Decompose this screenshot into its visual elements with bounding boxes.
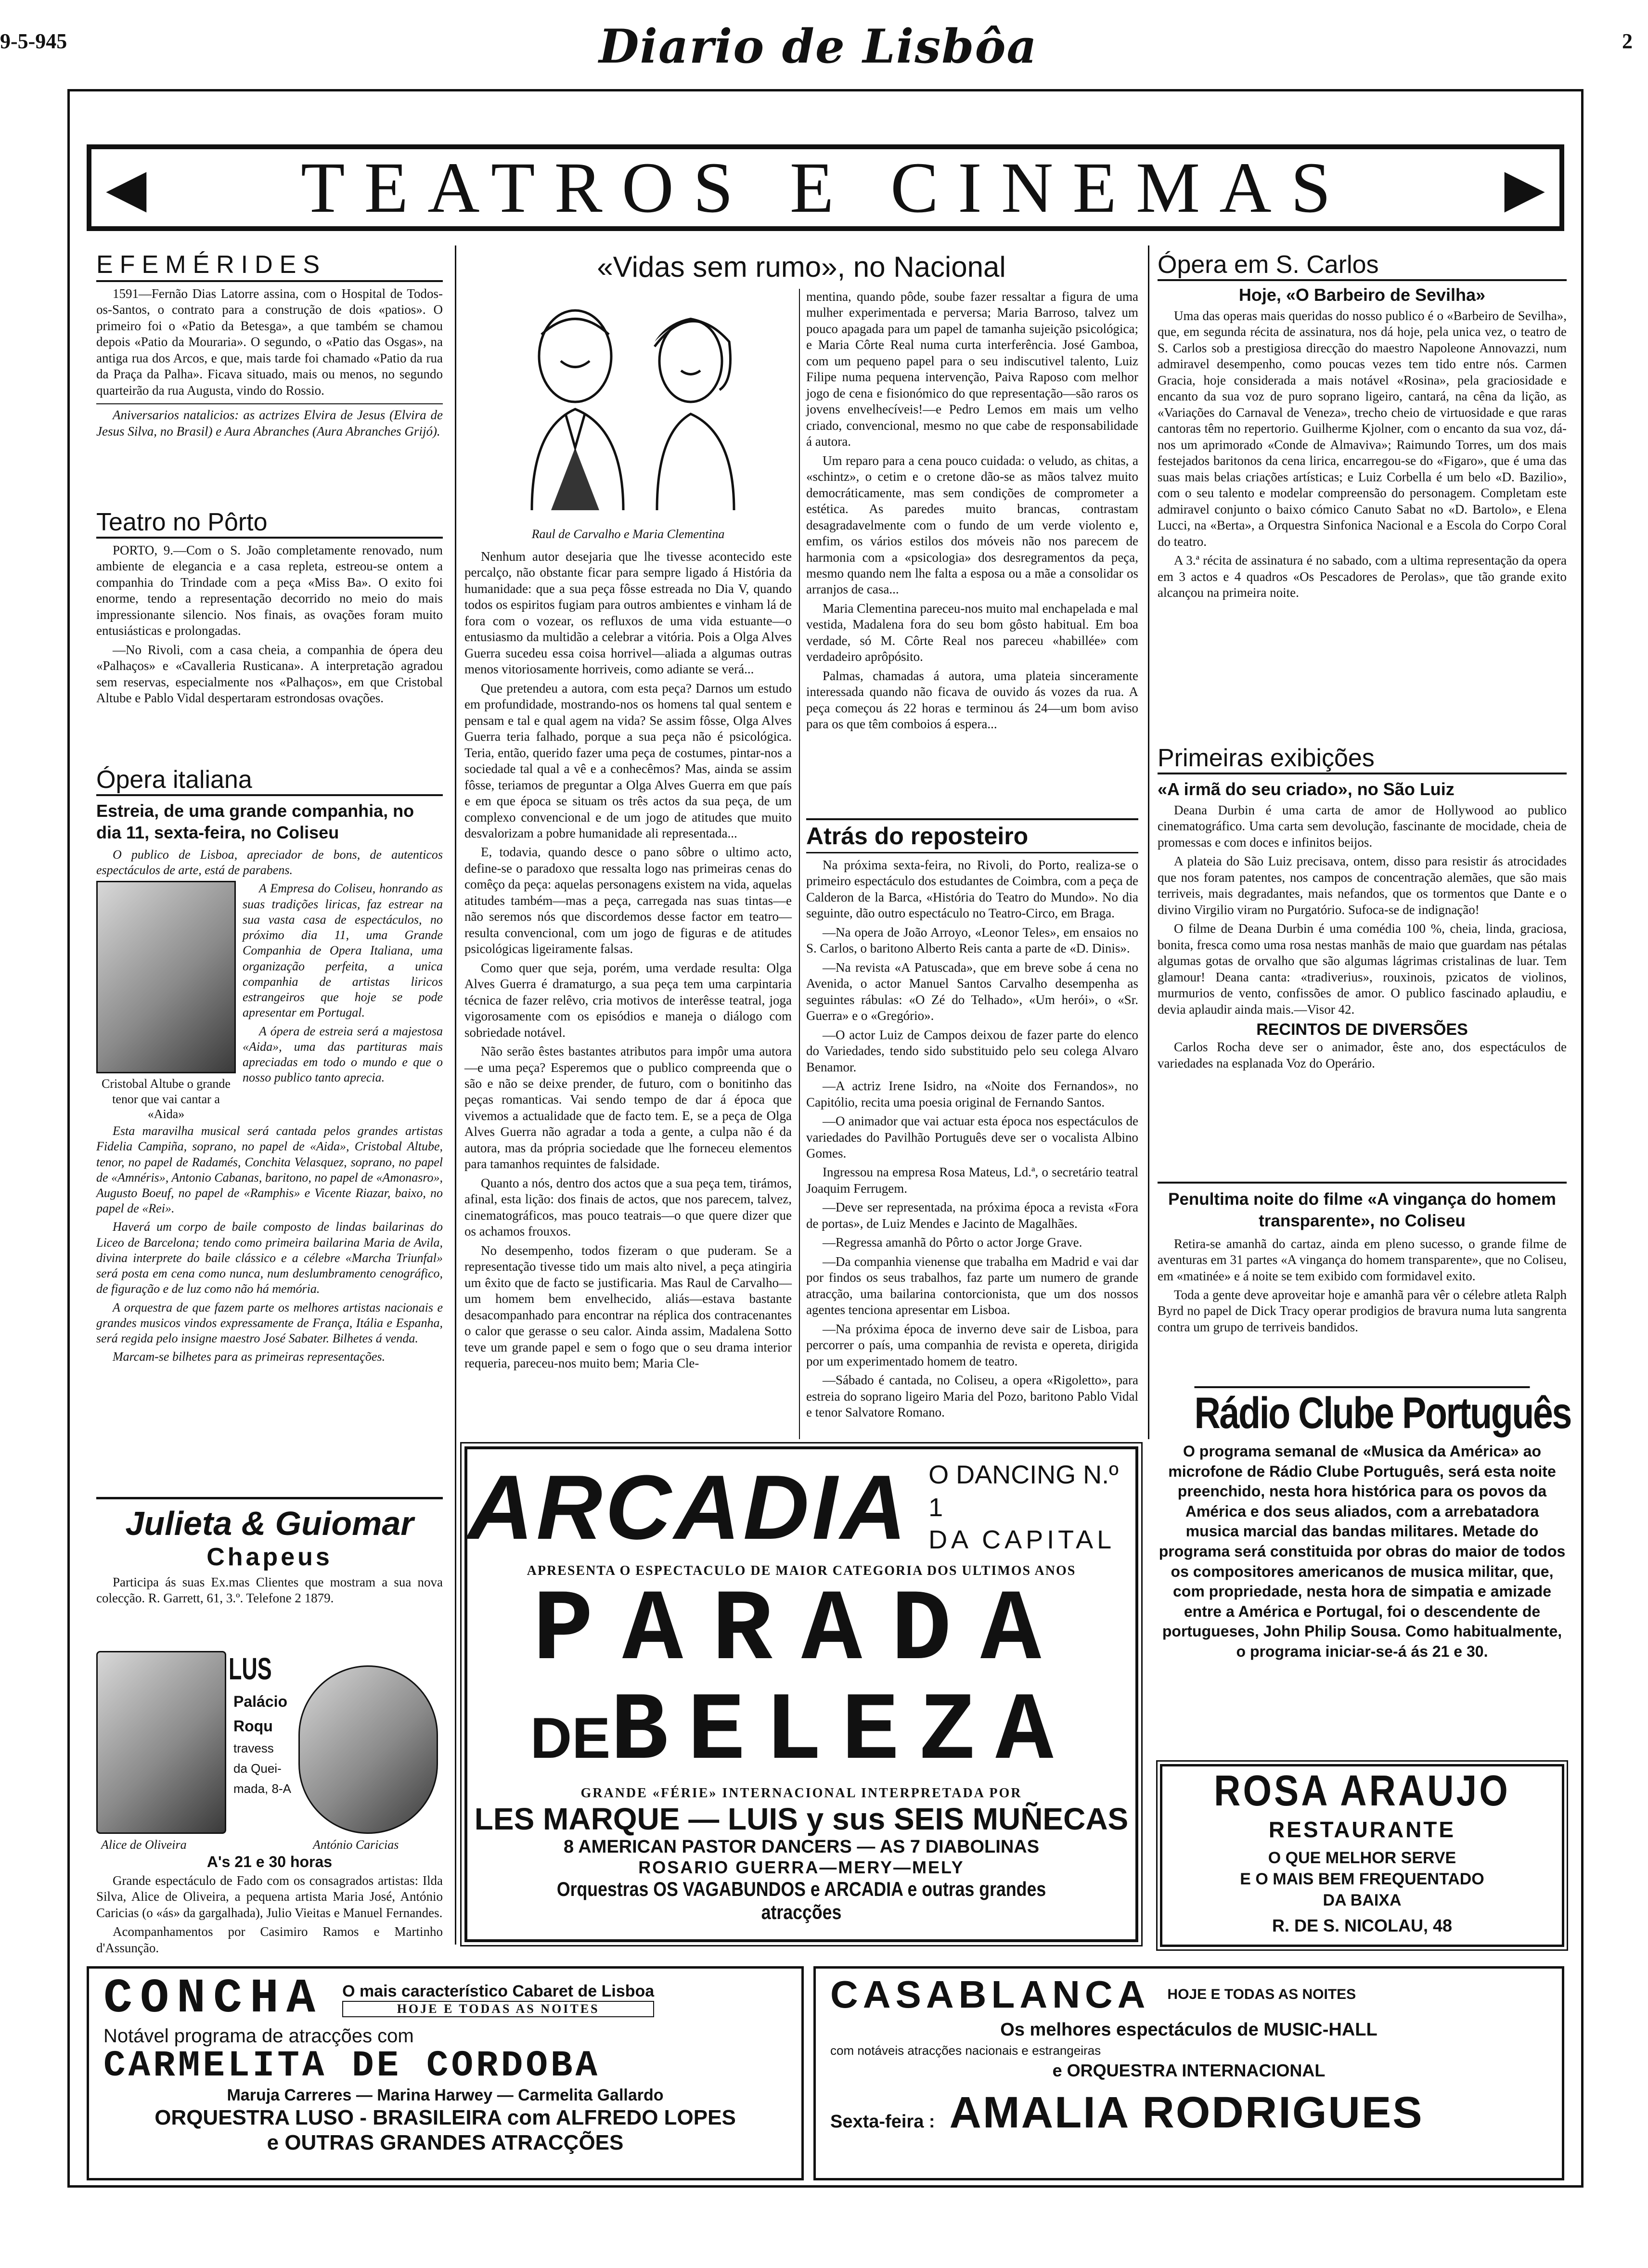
concha-tag-2: HOJE E TODAS AS NOITES (342, 2001, 654, 2017)
porto-section (96, 508, 443, 709)
porto-text-2: —No Rivoli, com a casa cheia, a companhia de ópera deu «Palhaços» e «Cavalleria Rusticana». A interpretação agradou sem reservas, especialmente nos «Palhaços», em que Cristobal Altube e Pablo Vidal despertaram estrondosas ovações. (96, 642, 443, 706)
vidas-col-a (464, 549, 792, 1374)
left-arrow-icon: ◀ (106, 157, 147, 219)
vidas-text-1: Nenhum autor desejaria que lhe tivesse acontecido este percalço, não obstante ficar para sempre ligado á História da humanidade: que a sua peça fôsse estreada no Dia V, quando todos os espiritos fugiam para outros ambientes e vinham lá de fora com o vozear, os refluxos de uma vida estuante—o entusiasmo da multidão a celebrar a vitória. Pois a Olga Alves Guerra sucedeu essa coisa horrivel—aliada a algumas outras menos vitoriosamente horriveis, como adiante se verá... (464, 549, 792, 677)
opera-scarlos-subhead: Hoje, «O Barbeiro de Sevilha» (1238, 285, 1486, 305)
arcadia-rosario: ROSARIO GUERRA—MERY—MELY (638, 1857, 965, 1877)
reposteiro-text-3: —Na revista «A Patuscada», que em breve sobe á cena no Avenida, o actor Manuel Santos Carvalho desempenha as seguintes rábulas: «O Zé do Telhado», «Um herói», o «Sr. Guerra» e o «Gregório». (806, 960, 1138, 1023)
vidas-text-10: Maria Clementina pareceu-nos muito mal enchapelada e mal vestida, Madalena fora do seu bom gôsto habitual. Em boa verdade, só M. Côrte Real nos pareceu «habillée» com verdadeiro aprôpósito. (806, 601, 1138, 664)
casablanca-ad (813, 1966, 1564, 2180)
primeiras-subhead: «A irmã do seu criado», no São Luiz (1158, 779, 1455, 799)
luso-ad (96, 1651, 443, 1959)
opera-italiana-subhead: Estreia, de uma grande companhia, no dia 11, sexta-feira, no Coliseu (96, 801, 414, 842)
opera-italiana-text-5: A orquestra de que fazem parte os melhores artistas nacionais e grandes musicos vindos expressamente de França, Itália e Espanha, será regida pelo insigne maestro José Sabater. Bilhetes á venda. (96, 1300, 443, 1346)
primeiras-text-3: O filme de Deana Durbin é uma comédia 100 %, cheia, linda, graciosa, bonita, fresca como uma rosa nestas manhãs de maio que guardam nas pétalas algumas gotas de orvalho que são algumas lágrimas cristalinas de luar. Tem glamour! Deana canta: «tradiverius», rouxinois, pzicatos de violinos, murmurios de vento, confissões de amor. O publico fascinado aplaudiu, e devia aplaudir ainda mais.—Visor 42. (1158, 921, 1567, 1017)
opera-scarlos-text-2: A 3.ª récita de assinatura é no sabado, com a ultima representação da opera em 3 actos e 4 quadros «Os Pescadores de Perolas», que tão grande exito alcançou na primeira noite. (1158, 553, 1567, 600)
arcadia-title: ARCADIA (467, 1456, 910, 1559)
altube-photo (96, 881, 236, 1073)
casablanca-title: CASABLANCA (830, 1973, 1150, 2016)
casablanca-star: AMALIA RODRIGUES (949, 2088, 1424, 2137)
reposteiro-text-2: —Na opera de João Arroyo, «Leonor Teles», em ensaios no S. Carlos, o baritono Alberto Reis canta a parte de «D. Dinis». (806, 925, 1138, 956)
masthead-title: Diario de Lisbôa (599, 19, 1038, 74)
vidas-text-9: Um reparo para a cena pouco cuidada: o veludo, as chitas, a «schintz», o cetim e o cretone dão-se as mãos talvez muito democráticamente, mas sem condições de comprometer a estética. As paredes muito brancas, contrastam desagradavelmente com o fundo de um verde violento e, emfim, os vários estilos dos móveis não nos parecem de harmonia com a «psicologia» dos desregramentos da peça, mesmo quando nem lhe falta a esposa ou a mãe a consolidar os arranjos de casa... (806, 453, 1138, 597)
primeiras-text-2: A plateia do São Luiz precisava, ontem, disso para resistir ás atrocidades que nos foram patentes, nos campos de concentração alemães, que são mais terriveis, mais degradantes, mais nefandos, que os tormentos que Dante e o divino Virgilio viram no Purgatório. Sufoca-se de indignação! (1158, 854, 1567, 917)
luso-times: A's 21 e 30 horas (206, 1853, 333, 1870)
opera-scarlos-section (1158, 250, 1567, 604)
concha-line-3: ORQUESTRA LUSO - BRASILEIRA com ALFREDO LOPES (154, 2105, 736, 2129)
luso-line-2: Roqu (233, 1717, 273, 1735)
rosa-line-2: E O MAIS BEM FREQUENTADO (1240, 1869, 1484, 1888)
efemerides-text: 1591—Fernão Dias Latorre assina, com o Hospital de Todos-os-Santos, o contrato para a construção de dois «patios». O primeiro foi o «Patio da Betesga», a que também se chamou depois «Patio da Mouraria». O segundo, o «Patio das Osgas», na antiga rua dos Arcos, e que, mais tarde foi chamado «Patio da rua da Praça da Palha». Ficava situado, mais ou menos, no segundo quarteirão da rua Augusta, vindo do Rossio. (96, 286, 443, 398)
vidas-text-6: Quanto a nós, dentro dos actos que a sua peça tem, tirámos, afinal, esta lição: dos finais de actos, que nos parecem, talvez, cinematográficos, mas pouco teatrais—o que quere dizer que os achamos frouxos. (464, 1175, 792, 1239)
julieta-ad (96, 1504, 443, 1610)
reposteiro-text-10: —Da companhia vienense que trabalha em Madrid e vai dar por findos os seus trabalhos, faz parte um numero de grande atracção, uma bailarina contorcionista, que um dos nossos agentes tenciona apresentar em Lisboa. (806, 1254, 1138, 1317)
reposteiro-text-9: —Regressa amanhã do Pôrto o actor Jorge Grave. (823, 1235, 1082, 1250)
right-arrow-icon: ▶ (1504, 157, 1545, 219)
recintos-text: Carlos Rocha deve ser o animador, êste ano, dos espectáculos de variedades na esplanada Voz do Operário. (1158, 1040, 1567, 1070)
radio-heading: Rádio Clube Português (1195, 1386, 1530, 1439)
vidas-text-3: E, todavia, quando desce o pano sôbre o ultimo acto, define-se o paradoxo que ressalta logo nas primeiras cenas do comêço da peça: aquelas personagens existem na vida, aquelas atitudes também—mas a peça, carregada nas suas tintas—e não seremos nós que discordemos desse factor em teatro—resulta convencional, com um jogo de figuras e de atitudes psicológicas ligeiramente falsas. (464, 845, 792, 956)
arcadia-marque: LES MARQUE — LUIS y sus SEIS MUÑECAS (474, 1802, 1129, 1836)
vidas-text-7: No desempenho, todos fizeram o que puderam. Se a representação tivesse tido um mais alto nivel, a peça atingiria um êxito que de facto se justificaria. Mas Raul de Carvalho—um homem bem envelhecido, aliás—estava bastante desacompanhado para encontrar na réplica dos contracenantes o calor que gerasse o seu calor. Ainda assim, Madalena Sotto teve um grande papel e sem o fogo que o seu drama interior requeria, pareceu-nos muito bem; Maria Cle- (464, 1243, 792, 1370)
altube-caption: Cristobal Altube o grande tenor que vai cantar a «Aida» (102, 1077, 231, 1121)
penultima-text-2: Toda a gente deve aproveitar hoje e amanhã para vêr o célebre atleta Ralph Byrd no papel de Dick Tracy operar prodigios de bravura numa luta sangrenta contra um grupo de terriveis bandidos. (1158, 1288, 1567, 1334)
caricature-drawing (464, 289, 792, 525)
concha-line-1: Notável programa de atracções com (103, 2025, 414, 2047)
reposteiro-text-5: —A actriz Irene Isidro, na «Noite dos Fernandos», no Capitólio, recita uma poesia original de Fernando Santos. (806, 1079, 1138, 1109)
alice-photo (96, 1651, 226, 1834)
luso-line-3: travess (233, 1741, 274, 1756)
luso-line-4: da Quei- (233, 1761, 282, 1776)
penultima-text-1: Retira-se amanhã do cartaz, ainda em pleno sucesso, o grande filme de aventuras em 31 partes «A vingança do homem transparente», que no Coliseu, em «matinée» e á noite se tem exibido com formidavel exito. (1158, 1236, 1567, 1283)
reposteiro-text-8: —Deve ser representada, na próxima época a revista «Fora de portas», de Luiz Mendes e Jacinto de Magalhães. (806, 1200, 1138, 1231)
reposteiro-text-6: —O animador que vai actuar esta época nos espectáculos de variedades do Pavilhão Português deve ser o vocalista Albino Gomes. (806, 1114, 1138, 1160)
radio-section (1158, 1386, 1571, 1662)
arcadia-big-1: PARADA (532, 1574, 1070, 1689)
opera-italiana-text-6: Marcam-se bilhetes para as primeiras representações. (113, 1350, 386, 1364)
opera-italiana-text-4: Haverá um corpo de baile composto de lindas bailarinas do Liceo de Barcelona; tendo como primeira bailarina Maria de Avila, divina interprete do baile clássico e a célebre «Marcha Triunfal» será posta em cena como nunca, num deslumbramento cenográfico, de figuração e de luz como não há memória. (96, 1220, 443, 1296)
opera-italiana-text-3: Esta maravilha musical será cantada pelos grandes artistas Fidelia Campiña, soprano, no papel de «Aida», Cristobal Altube, tenor, no papel de Radamés, Conchita Velasquez, soprano, no papel de «Amnéris», Antonio Cabanas, baritono, no papel de «Amonasro», Augusto Boeuf, no papel de «Ramphis» e Vicente Riazar, baixo, no papel de «Rei». (96, 1124, 443, 1216)
caricature-svg (464, 289, 792, 525)
masthead-date: 9-5-945 (0, 29, 67, 53)
arcadia-ad (464, 1446, 1138, 1942)
vidas-heading: «Vidas sem rumo», no Nacional (597, 251, 1006, 283)
reposteiro-text-4: —O actor Luiz de Campos deixou de fazer parte do elenco do Variedades, tendo sido substituido pelo seu colega Alvaro Benamor. (806, 1027, 1138, 1074)
penultima-section (1158, 1189, 1567, 1338)
efemerides-heading: EFEMÉRIDES (96, 250, 443, 282)
arcadia-orquestras: Orquestras OS VAGABUNDOS e ARCADIA e outras grandes atracções (556, 1878, 1046, 1923)
opera-italiana-text-2: A ópera de estreia será a majestosa «Aida», uma das partituras mais apreciadas em todo o mundo e que o nosso publico tanto aprecia. (243, 1024, 443, 1085)
concha-line-4: e OUTRAS GRANDES ATRACÇÕES (267, 2131, 624, 2155)
luso-text-2: Acompanhamentos por Casimiro Ramos e Martinho d'Assunção. (96, 1924, 443, 1955)
banner-title: TEATROS E CINEMAS (300, 148, 1351, 228)
arcadia-big-2: BELEZA (610, 1678, 1073, 1787)
caricature-caption: Raul de Carvalho e Maria Clementina (531, 527, 725, 541)
caricias-photo (298, 1665, 438, 1834)
rosa-araujo-ad (1160, 1764, 1564, 1947)
reposteiro-text-12: —Sábado é cantada, no Coliseu, a opera «Rigoletto», para estreia do soprano ligeiro Maria del Pozo, baritono Pablo Vidal e tenor Salvatore Romano. (806, 1373, 1138, 1419)
primeiras-heading: Primeiras exibições (1158, 744, 1567, 774)
julieta-text: Participa ás suas Ex.mas Clientes que mostram a sua nova colecção. R. Garrett, 61, 3.º. Telefone 2 1879. (96, 1575, 443, 1606)
casablanca-line-3: e ORQUESTRA INTERNACIONAL (1052, 2061, 1326, 2081)
julieta-title: Julieta & Guiomar (125, 1505, 414, 1542)
rosa-title: ROSA ARAUJO (1214, 1767, 1510, 1815)
efemerides-birthdays: Aniversarios natalicios: as actrizes Elvira de Jesus (Elvira de Jesus Silva, no Brasil) e Aura Abranches (Aura Abranches Grijó). (96, 403, 443, 439)
arcadia-de: DE (530, 1706, 611, 1770)
casablanca-line-2: com notáveis atracções nacionais e estrangeiras (830, 2043, 1101, 2058)
arcadia-tag-1: O DANCING N.º 1 (928, 1460, 1119, 1522)
luso-line-1: Palácio (233, 1693, 288, 1710)
arcadia-tag-2: DA CAPITAL (928, 1525, 1116, 1554)
luso-text-1: Grande espectáculo de Fado com os consagrados artistas: Ilda Silva, Alice de Oliveira, a pequena artista Maria José, António Caricias (o «ás» da gargalhada), Julio Vieitas e Manuel Fernandes. (96, 1873, 443, 1920)
rosa-address: R. DE S. NICOLAU, 48 (1272, 1916, 1453, 1936)
luso-title: LUS (229, 1651, 272, 1686)
concha-line-2: Maruja Carreres — Marina Harwey — Carmelita Gallardo (227, 2086, 664, 2104)
porto-heading: Teatro no Pôrto (96, 508, 443, 539)
rosa-sub: RESTAURANTE (1268, 1817, 1456, 1842)
opera-italiana-heading: Ópera italiana (96, 765, 443, 796)
reposteiro-text-1: Na próxima sexta-feira, no Rivoli, do Porto, realiza-se o primeiro espectáculo dos estudantes de Coimbra, com a peça de Calderon de la Barca, «História do Teatro do Mundo». No dia seguinte, dão outro espectáculo no Teatro-Circo, em Braga. (806, 858, 1138, 921)
radio-text: O programa semanal de «Musica da América» ao microfone de Rádio Clube Português, será esta noite preenchido, nesta hora histórica para os povos da América e dos seus aliados, com a arrebatadora musica marcial das bandas militares. Metade do programa será constituida por obras do maior de todos os compositores americanos de musica militar, que, com propriedade, nesta hora de simpatia e amizade entre a América e Portugal, foi o descendente de portugueses, John Philip Sousa. Como habitualmente, o programa iniciar-se-á ás 21 e 30. (1159, 1443, 1566, 1660)
casablanca-line-1: Os melhores espectáculos de MUSIC-HALL (1000, 2020, 1378, 2040)
penultima-heading: Penultima noite do filme «A vingança do homem transparente», no Coliseu (1168, 1190, 1556, 1230)
reposteiro-text-11: —Na próxima época de inverno deve sair de Lisboa, para percorrer o país, uma companhia de revista e opereta, dirigida por um experimentado homem de teatro. (806, 1321, 1138, 1368)
vidas-col-b (806, 289, 1138, 735)
opera-scarlos-text-1: Uma das operas mais queridas do nosso publico é o «Barbeiro de Sevilha», que, em segunda récita de assinatura, nos dá hoje, pela unica vez, o teatro de S. Carlos sob a prestigiosa direcção do maestro Napoleone Annovazzi, num admiravel desempenho, como poucas vezes tem tido entre nós. Carmen Gracia, hoje considerada a mais notável «Rosina», pela graciosidade e encanto da sua voz de puro soprano ligeiro, cantará, na cêna da lição, as «Variações do Carnaval de Veneza», trecho cheio de virtuosidade e que raras cantoras têm no repertorio. Guilherme Kjolner, com o encanto da sua voz, dá-nos um aprimorado «Conde de Almaviva»; Raimundo Torres, um dos mais festejados baritonos da cena lirica, encarregou-se do «Figaro», que é uma das suas mais belas criações artísticas; e Luiz Corbella é um belo «D. Bazilio», com o seu talento e modelar compreensão do personagem. Completam este admiravel conjunto o baixo cómico Canuto Sabat no «D. Bartolo», e Elena Lucci, na «Berta», a Orquestra Sinfonica Nacional e a Escola do Corpo Coral do teatro. (1158, 309, 1567, 549)
efemerides-section (96, 250, 443, 442)
rosa-line-3: DA BAIXA (1323, 1891, 1402, 1909)
arcadia-dancers: 8 AMERICAN PASTOR DANCERS — AS 7 DIABOLINAS (563, 1837, 1040, 1857)
reposteiro-text-7: Ingressou na empresa Rosa Mateus, Ld.ª, o secretário teatral Joaquim Ferrugem. (806, 1165, 1138, 1196)
opera-scarlos-heading: Ópera em S. Carlos (1158, 250, 1567, 281)
luso-line-5: mada, 8-A (233, 1781, 291, 1796)
concha-tag-1: O mais característico Cabaret de Lisboa (342, 1982, 655, 2000)
concha-title: CONCHA (103, 1972, 323, 2026)
opera-italiana-text-1: A Empresa do Coliseu, honrando as suas tradições liricas, faz estrear na sua vasta casa de espectáculos, no próximo dia 11, uma Grande Companhia de Opera Italiana, uma organização perfeita, a unica companhia de artistas liricos estrangeiros que hoje se pode apresentar em Portugal. (243, 881, 443, 1020)
arcadia-presents: APRESENTA O ESPECTACULO DE MAIOR CATEGORIA DOS ULTIMOS ANOS (527, 1563, 1076, 1578)
vidas-text-2: Que pretendeu a autora, com esta peça? Darnos um estudo em profundidade, mostrando-nos os homens tal qual sentem e pensam e tal e qual agem na vida? Se assim fôsse, Olga Alves Guerra teria falhado, porque a sua peça não é psicológica. Teria, então, querido fazer uma peça de costumes, pintar-nos a sociedade tal qual a vê e a conhecêmos? Mas, ainda se assim fôsse, teriamos de preguntar a Olga Alves Guerra em que país e em que época se situam os três actos da sua peça, de um complexo convencional e de um jogo de atitudes que muito desvalorizam a pobre humanidade ali representada... (464, 681, 792, 840)
vidas-text-11: Palmas, chamadas á autora, uma plateia sinceramente interessada quando não ficava de ouvido ás vozes da rua. A peça começou ás 22 horas e terminou ás 24—um bom aviso para os que têm comboios á espera... (806, 668, 1138, 732)
opera-italiana-intro: O publico de Lisboa, apreciador de bons, de autenticos espectáculos de arte, está de parabens. (96, 848, 443, 877)
primeiras-section (1158, 744, 1567, 1074)
vidas-section (464, 250, 1138, 284)
reposteiro-heading: Atrás do reposteiro (806, 818, 1138, 853)
opera-italiana-section (96, 765, 443, 1368)
section-banner (87, 144, 1564, 231)
julieta-subtitle: Chapeus (206, 1543, 333, 1571)
arcadia-grande: GRANDE «FÉRIE» INTERNACIONAL INTERPRETADA POR (580, 1786, 1022, 1801)
casablanca-tag: HOJE E TODAS AS NOITES (1167, 1986, 1356, 2002)
concha-star: CARMELITA DE CORDOBA (103, 2045, 601, 2087)
porto-text-1: PORTO, 9.—Com o S. João completamente renovado, num ambiente de elegancia e a casa repleta, estreou-se ontem a companhia do Trindade com a peça «Miss Ba». O exito foi enorme, tendo a representação decorrido no meio do mais impressionante silencio. Nos finais, as ovações foram muito entusiásticas e prolongadas. (96, 543, 443, 638)
concha-ad (87, 1966, 804, 2180)
alice-caption: Alice de Oliveira (101, 1838, 187, 1852)
page-number: 2 (1622, 29, 1633, 53)
primeiras-text-1: Deana Durbin é uma carta de amor de Hollywood ao publico cinematográfico. Uma carta sem devolução, fascinante de mocidade, cheia de promessas e com doces e infinitos beijos. (1158, 803, 1567, 850)
caricias-caption: António Caricias (313, 1838, 399, 1852)
vidas-text-5: Não serão êstes bastantes atributos para impôr uma autora—e uma peça? Esperemos que o publico compreenda que o são e não se deixe prender, de futuro, com o bonitinho das peças romanticas. Vai sendo tempo de dar á época que vivemos a actualidade que de facto tem. E, se a peça de Olga Alves Guerra não agradar a toda a gente, a culpa não é da autora, mas da própria sociedade que lhe forneceu elementos para tamanhos requintes de falsidade. (464, 1044, 792, 1172)
casablanca-friday: Sexta-feira : (830, 2111, 935, 2132)
recintos-heading: RECINTOS DE DIVERSÕES (1256, 1020, 1468, 1039)
reposteiro-section (806, 818, 1138, 1423)
vidas-text-8: mentina, quando pôde, soube fazer ressaltar a figura de uma mulher experimentada e perversa; Maria Barroso, talvez um pouco apagada para um papel de tamanha sujeição psicológica; e Maria Côrte Real numa curta interferência. José Gamboa, com um pequeno papel para o seu indiscutivel talento, Luiz Filipe numa pequena intervenção, Paiva Raposo com melhor jogo de cena e fisionómico do que representação—são raros os jovens envelhecíveis!—e Pedro Lemos em mais um velho criado, convencional, mesmo no que cabe de responsabilidade á autora. (806, 289, 1138, 449)
vidas-text-4: Como quer que seja, porém, uma verdade resulta: Olga Alves Guerra é dramaturgo, a sua peça tem uma carpintaria técnica de fazer relêvo, cria motivos de interêsse teatral, joga vigorosamente com os episódios e maneja o diálogo com sobriedade notável. (464, 960, 792, 1040)
rosa-line-1: O QUE MELHOR SERVE (1268, 1848, 1456, 1867)
